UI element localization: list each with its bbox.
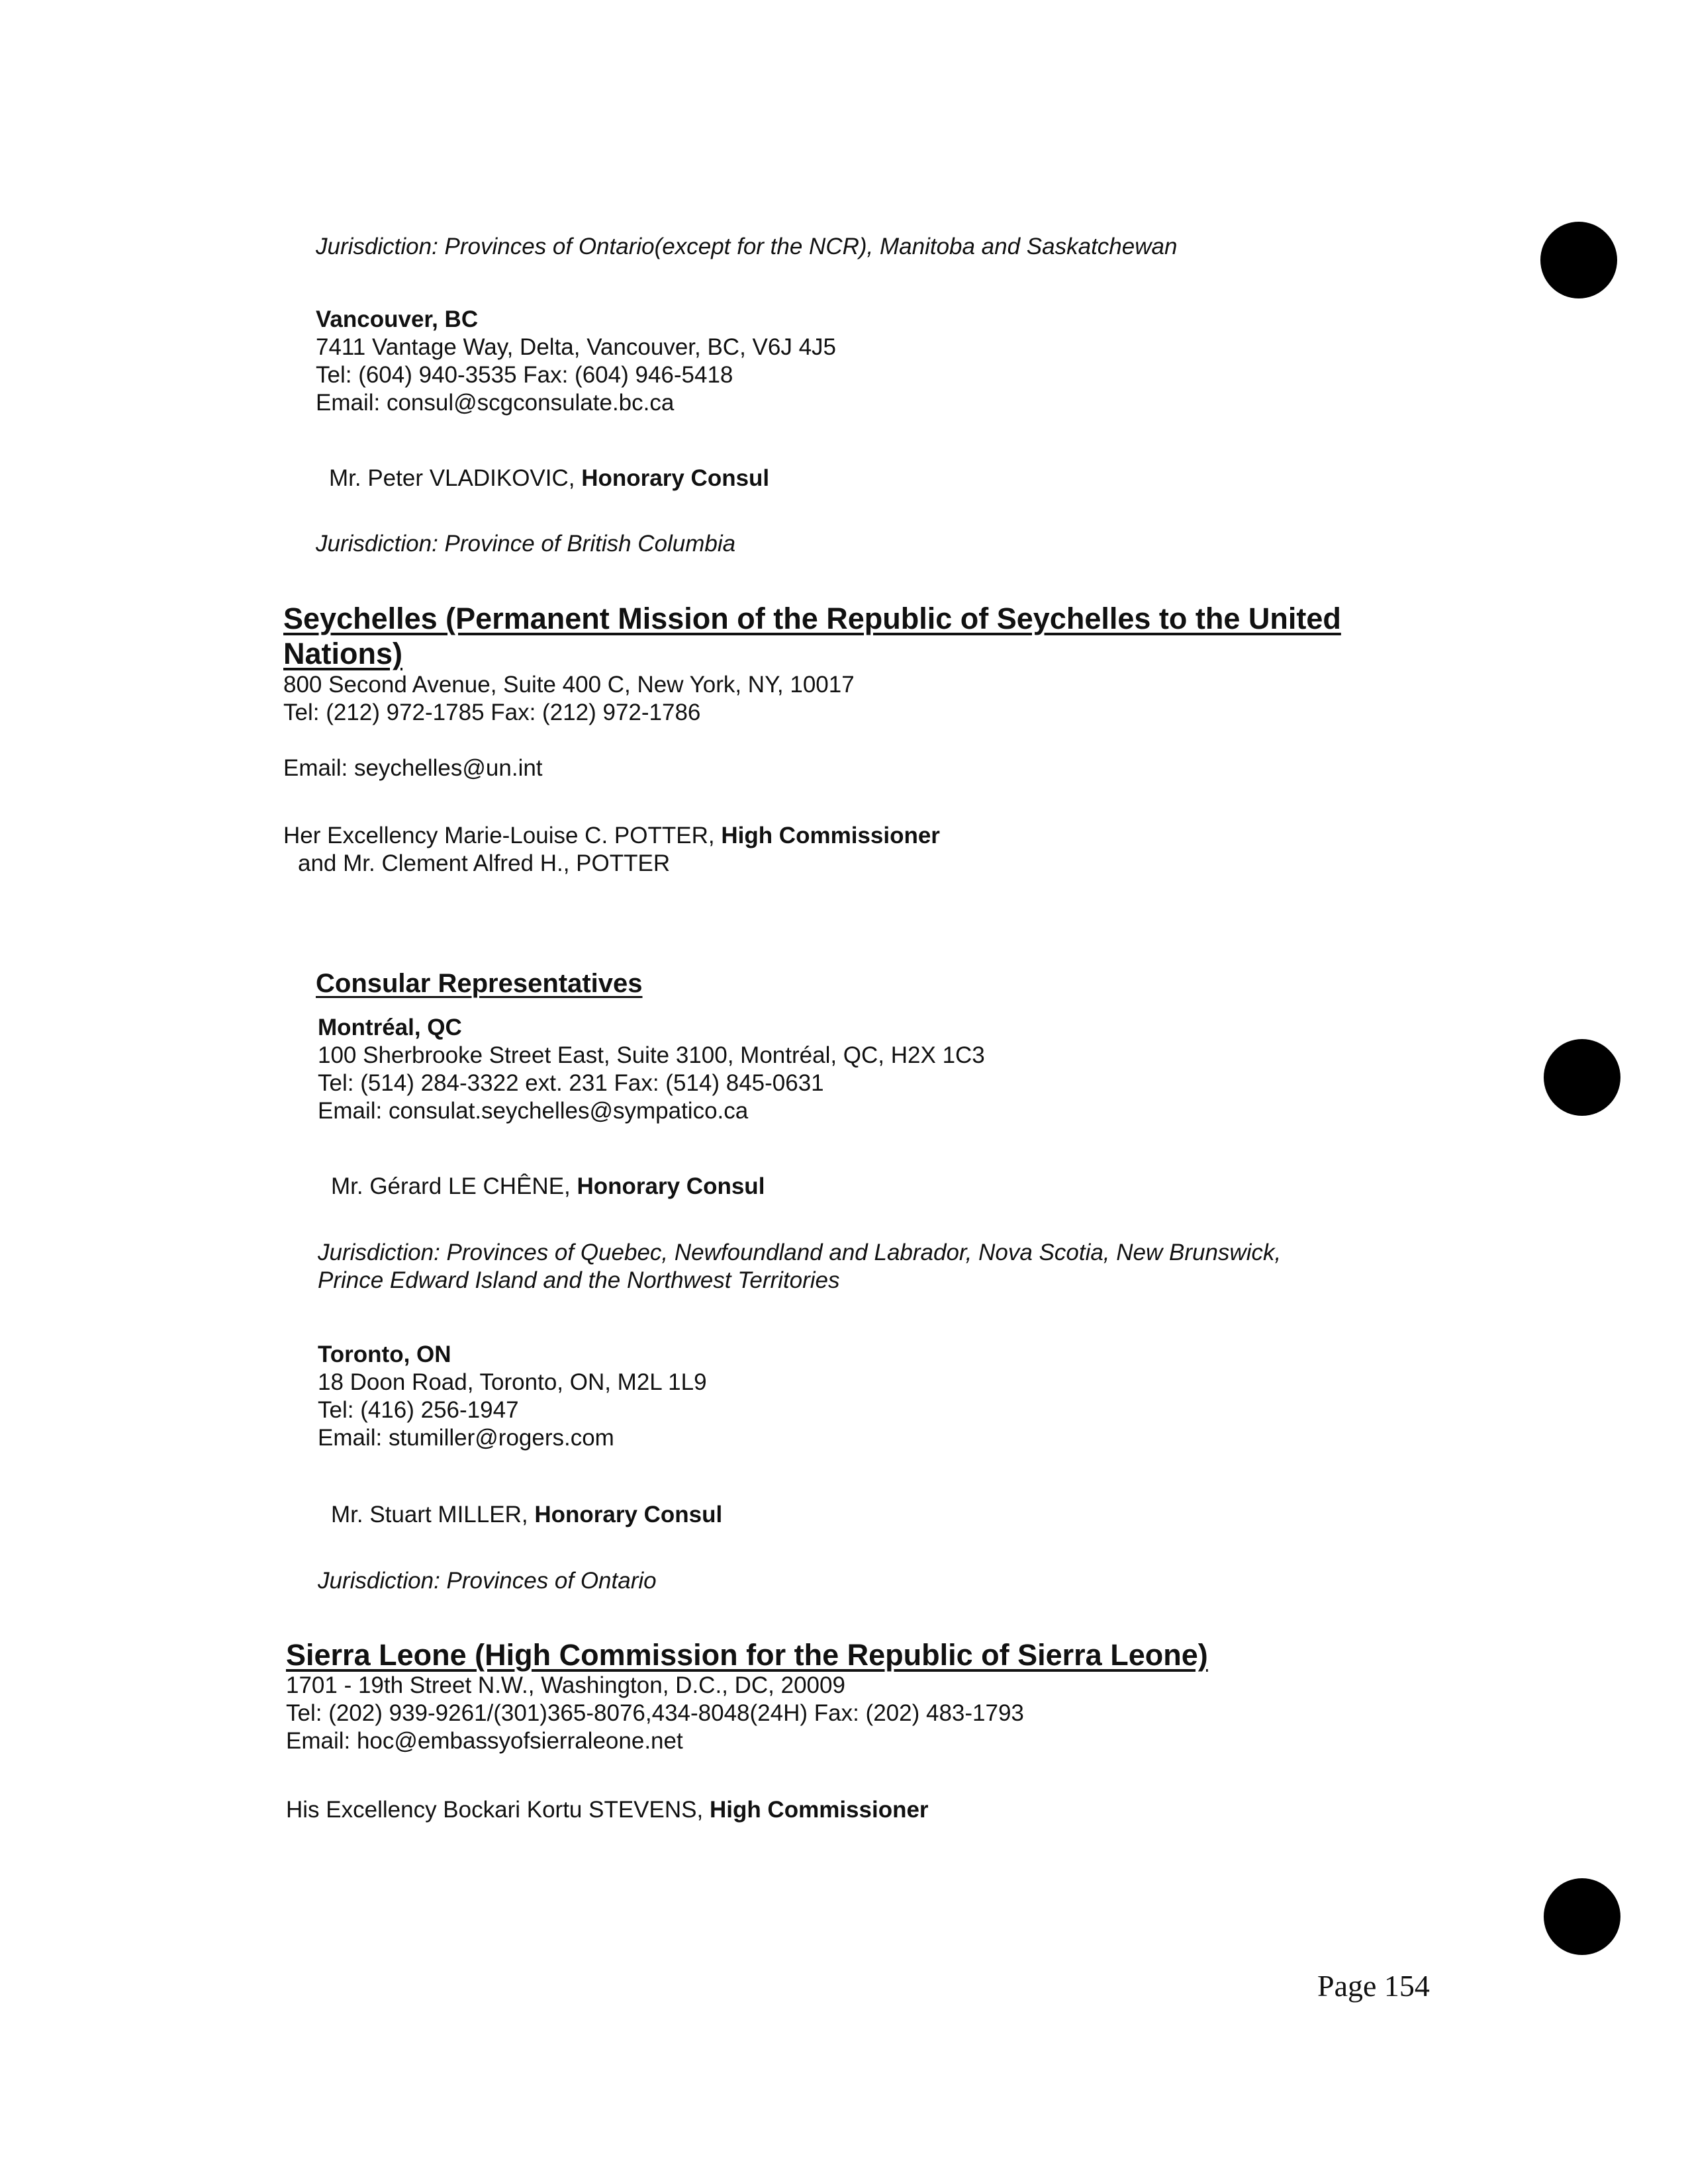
sierra-leone-high-commissioner [286,1796,929,1824]
consul-title: Honorary Consul [534,1502,723,1527]
toronto-phone: Tel: (416) 256-1947 [318,1397,519,1423]
vancouver-consul [329,465,769,492]
vancouver-email: Email: consul@scgconsulate.bc.ca [316,390,675,416]
montreal-phone: Tel: (514) 284-3322 ext. 231 Fax: (514) 845-0631 [318,1070,824,1096]
vancouver-phone: Tel: (604) 940-3535 Fax: (604) 946-5418 [316,362,733,388]
seychelles-heading-line1: Seychelles (Permanent Mission of the Republic of Seychelles to the United [283,602,1341,635]
punch-hole-bottom [1544,1878,1620,1955]
consul-title: Honorary Consul [581,465,770,491]
montreal-jurisdiction-line1: Jurisdiction: Provinces of Quebec, Newfoundland and Labrador, Nova Scotia, New Brunswick, [318,1240,1282,1265]
toronto-email: Email: stumiller@rogers.com [318,1425,614,1451]
commissioner-title: High Commissioner [709,1797,929,1823]
sierra-leone-email: Email: hoc@embassyofsierraleone.net [286,1728,683,1754]
toronto-consul [331,1501,722,1529]
seychelles-heading-line2: Nations) [283,637,402,670]
sierra-leone-heading: Sierra Leone (High Commission for the Republic of Sierra Leone) [286,1638,1208,1672]
consul-name: Mr. Stuart MILLER, [331,1502,528,1527]
seychelles-spouse: and Mr. Clement Alfred H., POTTER [298,850,671,876]
commissioner-name: Her Excellency Marie-Louise C. POTTER, [283,823,715,848]
ontario-jurisdiction: Jurisdiction: Provinces of Ontario(except for the NCR), Manitoba and Saskatchewan [316,234,1178,259]
montreal-email: Email: consulat.seychelles@sympatico.ca [318,1098,749,1124]
punch-hole-middle [1544,1039,1620,1116]
page-number: Page 154 [1317,1969,1430,2003]
toronto-address: 18 Doon Road, Toronto, ON, M2L 1L9 [318,1369,707,1395]
sierra-leone-address: 1701 - 19th Street N.W., Washington, D.C., DC, 20009 [286,1672,845,1698]
seychelles-address: 800 Second Avenue, Suite 400 C, New York, NY, 10017 [283,672,855,698]
montreal-address: 100 Sherbrooke Street East, Suite 3100, Montréal, QC, H2X 1C3 [318,1042,985,1068]
punch-hole-top [1540,222,1617,298]
seychelles-high-commissioner [283,822,940,850]
seychelles-email: Email: seychelles@un.int [283,755,543,781]
montreal-consul [331,1173,765,1201]
toronto-city: Toronto, ON [318,1342,451,1367]
sierra-leone-phone: Tel: (202) 939-9261/(301)365-8076,434-8048(24H) Fax: (202) 483-1793 [286,1700,1024,1726]
montreal-jurisdiction-line2: Prince Edward Island and the Northwest Territories [318,1267,840,1293]
vancouver-jurisdiction: Jurisdiction: Province of British Columbia [316,531,736,557]
consular-representatives-heading: Consular Representatives [316,969,643,998]
montreal-city: Montréal, QC [318,1015,462,1040]
vancouver-city: Vancouver, BC [316,306,479,332]
consul-name: Mr. Gérard LE CHÊNE, [331,1173,571,1199]
consul-name: Mr. Peter VLADIKOVIC, [329,465,575,491]
consul-title: Honorary Consul [577,1173,765,1199]
commissioner-name: His Excellency Bockari Kortu STEVENS, [286,1797,704,1823]
toronto-jurisdiction: Jurisdiction: Provinces of Ontario [318,1568,657,1594]
seychelles-phone: Tel: (212) 972-1785 Fax: (212) 972-1786 [283,700,701,725]
commissioner-title: High Commissioner [721,823,940,848]
vancouver-address: 7411 Vantage Way, Delta, Vancouver, BC, V6J 4J5 [316,334,836,360]
